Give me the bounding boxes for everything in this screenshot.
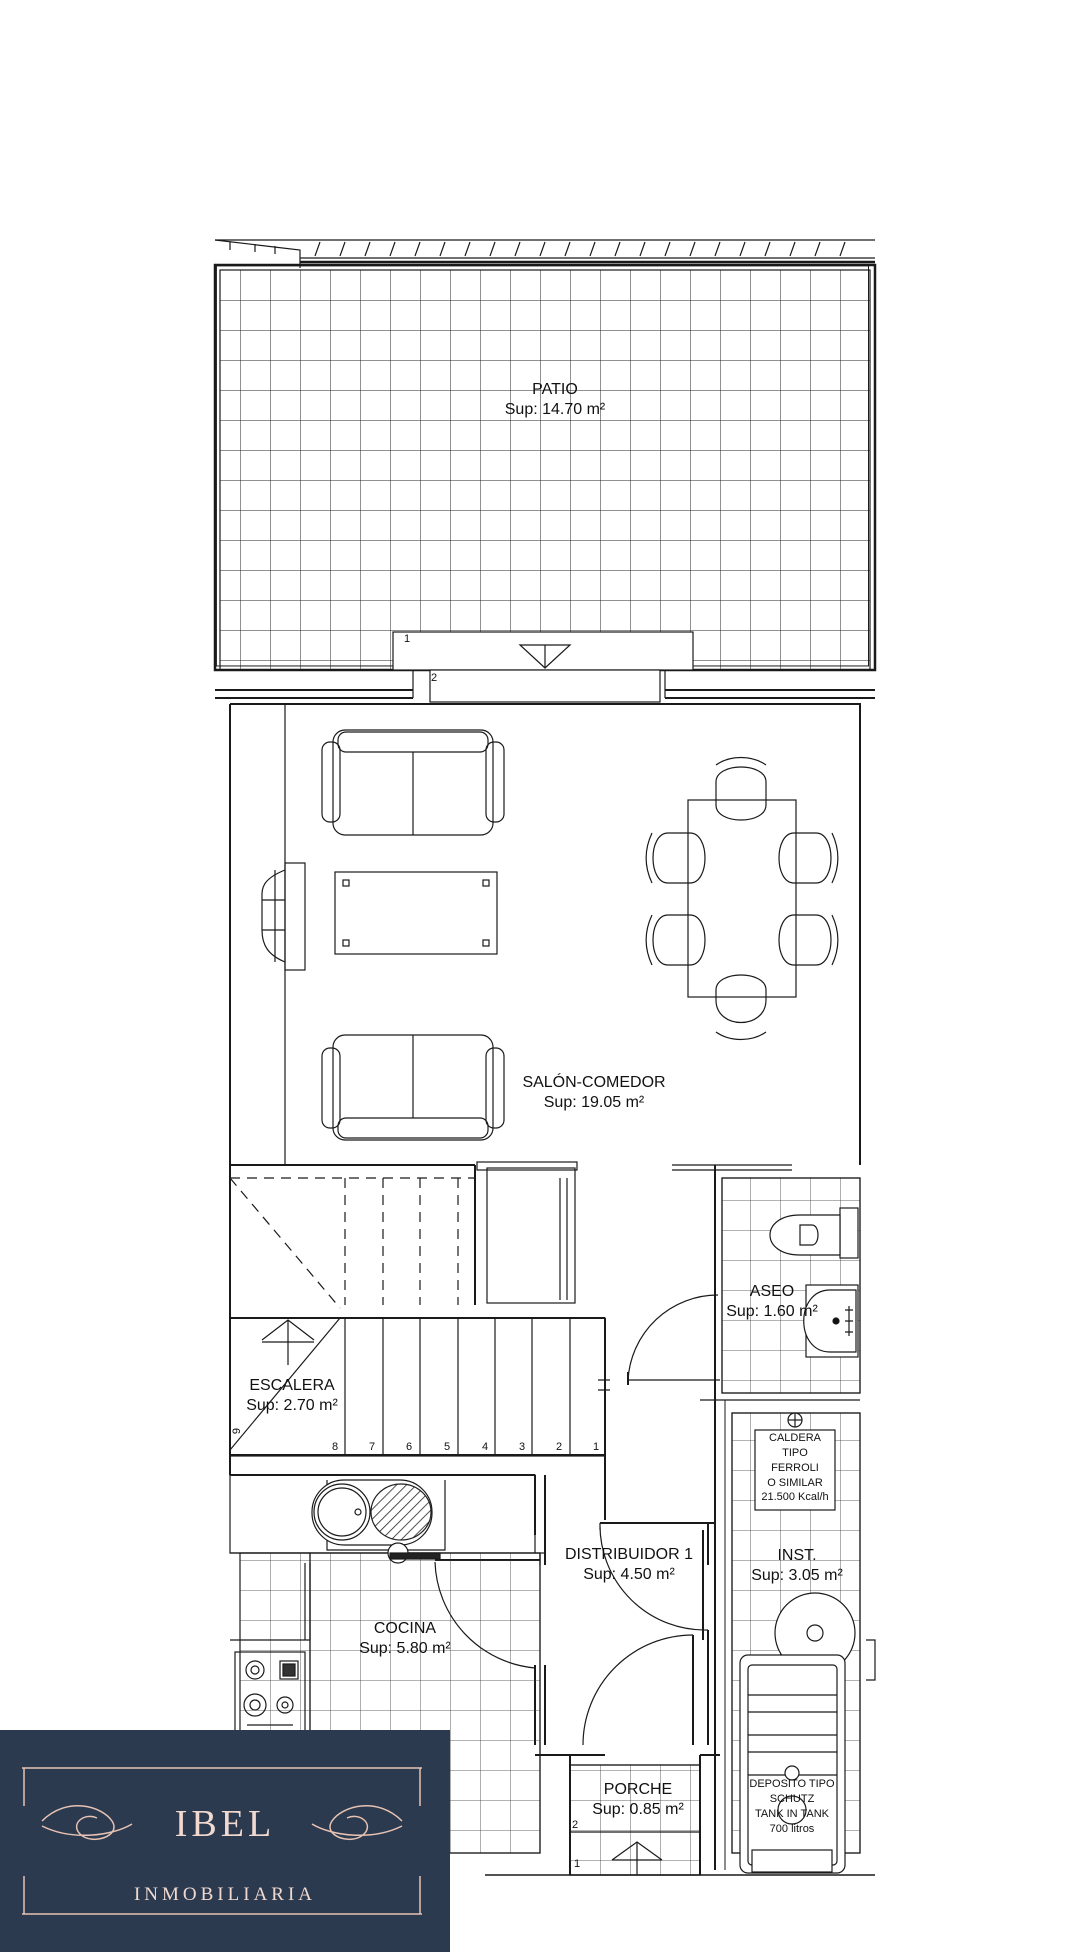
deposito-line: 700 litros [769,1822,815,1835]
patio-area [215,265,875,670]
distribuidor-name: DISTRIBUIDOR 1 [564,1546,693,1563]
step-number: 4 [482,1441,489,1453]
salon-label [494,1073,694,1113]
sofa-top [322,730,504,835]
step-number: 1 [593,1441,600,1453]
caldera-line: FERROLI [771,1461,819,1474]
patio-area: Sup: 14.70 m² [504,401,606,418]
caldera-line: O SIMILAR [767,1476,823,1489]
coffee-table [335,872,497,954]
deposito-line: DEPOSITO TIPO [749,1778,835,1790]
deposito-line: TANK IN TANK [755,1807,829,1820]
porche-name: PORCHE [603,1781,673,1798]
sofa-bottom [322,1035,504,1140]
inst-area: Sup: 3.05 m² [751,1567,843,1584]
brand-banner [0,1730,450,1952]
distribuidor-label [544,1545,714,1585]
step-number: 2 [556,1441,563,1453]
dining-table [646,758,838,1040]
caldera-label [755,1431,835,1505]
fireplace [262,863,305,970]
caldera-line: CALDERA [769,1432,821,1444]
brand-subtitle: INMOBILIARIA [133,1884,317,1905]
aseo-label [702,1282,842,1322]
door-mark: 1 [574,1858,581,1870]
brand-name: IBEL [174,1803,276,1845]
door-mark: 2 [431,672,438,684]
cocina-name: COCINA [373,1620,437,1637]
salon-area: Sup: 19.05 m² [543,1094,645,1111]
step-number: 3 [519,1441,526,1453]
caldera-line: 21.500 Kcal/h [761,1491,829,1504]
porche-area: Sup: 0.85 m² [592,1801,684,1818]
escalera-area: Sup: 2.70 m² [246,1397,338,1414]
door-mark: 1 [404,633,411,645]
salon-name: SALÓN-COMEDOR [522,1074,666,1091]
patio-label [455,380,655,420]
escalera-name: ESCALERA [249,1377,335,1394]
deposito-label [742,1777,842,1836]
porche-label [568,1780,708,1820]
caldera-line: TIPO [782,1446,808,1459]
step-number: 6 [406,1441,413,1453]
aseo-name: ASEO [749,1283,795,1300]
aseo-room [628,1165,860,1393]
inst-label [727,1546,867,1586]
aseo-area: Sup: 1.60 m² [726,1303,818,1320]
cocina-label [335,1619,475,1659]
distribuidor-area: Sup: 4.50 m² [583,1566,675,1583]
step-number: 8 [332,1441,339,1453]
door-mark: 2 [572,1819,579,1831]
step-number: 9 [231,1427,244,1435]
deposito-line: SCHUTZ [769,1792,815,1805]
patio-name: PATIO [532,381,578,398]
step-number: 7 [369,1441,376,1453]
cocina-area: Sup: 5.80 m² [359,1640,451,1657]
closet [477,1162,577,1303]
escalera-label [222,1376,362,1416]
step-number: 5 [444,1441,451,1453]
inst-name: INST. [777,1547,817,1564]
